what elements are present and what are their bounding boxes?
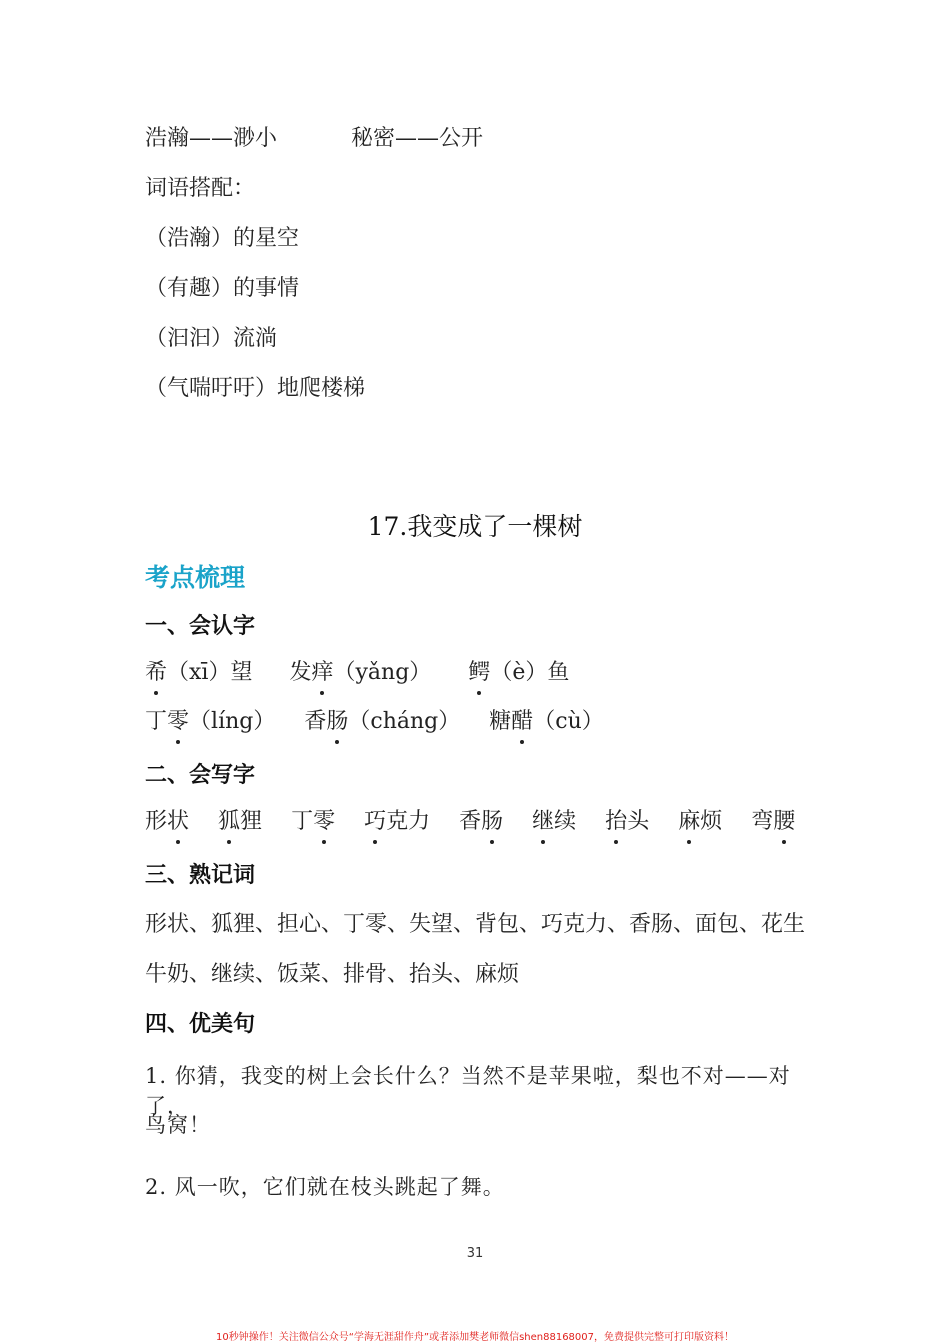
word-part: （xī）望	[167, 660, 253, 685]
write-word	[459, 807, 503, 837]
dotted-char: 肠	[326, 707, 348, 737]
memorize-heading: 三、熟记词	[145, 863, 256, 888]
recognize-word	[468, 658, 569, 688]
word-part: 克力	[386, 809, 431, 834]
write-word	[364, 807, 430, 837]
collocation-item: （汩汩）流淌	[145, 326, 278, 351]
word-part: 烦	[700, 809, 723, 834]
dotted-char: 巧	[364, 807, 386, 837]
dotted-char: 零	[167, 707, 189, 737]
word-part: （cháng）	[348, 709, 461, 734]
memorize-line: 牛奶、继续、饭菜、排骨、抬头、麻烦	[145, 962, 520, 987]
write-word	[678, 807, 722, 837]
collocation-item: （气喘吁吁）地爬楼梯	[145, 376, 366, 401]
write-word	[532, 807, 576, 837]
write-heading: 二、会写字	[145, 763, 256, 788]
write-row	[145, 807, 817, 837]
dotted-char: 希	[145, 658, 167, 688]
write-word	[145, 807, 189, 837]
word-part: 丁	[145, 709, 168, 734]
write-word	[291, 807, 335, 837]
word-part: （yǎng）	[333, 660, 432, 685]
recognize-word	[289, 658, 431, 688]
memorize-line: 形状、狐狸、担心、丁零、失望、背包、巧克力、香肠、面包、花生	[145, 912, 806, 937]
dotted-char: 麻	[678, 807, 700, 837]
chapter-title: 17.我变成了一棵树	[367, 512, 583, 541]
antonym-row	[145, 124, 483, 154]
recognize-heading: 一、会认字	[145, 614, 256, 639]
write-word	[218, 807, 262, 837]
sentence-1-line-2: 鸟窝！	[145, 1113, 211, 1137]
collocation-item: （浩瀚）的星空	[145, 226, 300, 251]
word-part: （è）鱼	[490, 660, 570, 685]
word-part: 头	[627, 809, 650, 834]
recognize-word	[489, 707, 604, 737]
dotted-char: 鳄	[468, 658, 490, 688]
dotted-char: 腰	[773, 807, 795, 837]
word-part: 丁	[291, 809, 314, 834]
page-number: 31	[466, 1246, 484, 1261]
word-part: 香	[459, 809, 482, 834]
word-part: 续	[554, 809, 577, 834]
word-part: 弯	[751, 809, 774, 834]
word-part: （líng）	[189, 709, 276, 734]
dotted-char: 零	[313, 807, 335, 837]
footer-note: 10秒钟操作！关注微信公众号“学海无涯甜作舟”或者添加樊老师微信shen88168007，免费提供完整可打印版资料！	[215, 1332, 735, 1343]
dotted-char: 肠	[481, 807, 503, 837]
word-part: 形	[145, 809, 168, 834]
antonym-pair: 浩瀚——渺小	[145, 126, 278, 151]
word-part: 香	[304, 709, 327, 734]
write-word	[605, 807, 649, 837]
section-title: 考点梳理	[145, 563, 246, 592]
recognize-row-1	[145, 658, 591, 688]
sentences-heading: 四、优美句	[145, 1012, 256, 1037]
recognize-word	[145, 658, 252, 688]
collocation-heading: 词语搭配：	[145, 176, 256, 201]
recognize-word	[145, 707, 275, 737]
word-part: 狸	[240, 809, 263, 834]
write-word	[751, 807, 795, 837]
collocation-item: （有趣）的事情	[145, 276, 300, 301]
antonym-pair: 秘密——公开	[351, 126, 484, 151]
dotted-char: 状	[167, 807, 189, 837]
recognize-row-2	[145, 707, 626, 737]
word-part: 糖	[489, 709, 512, 734]
word-part: 发	[289, 660, 312, 685]
dotted-char: 继	[532, 807, 554, 837]
dotted-char: 抬	[605, 807, 627, 837]
dotted-char: 狐	[218, 807, 240, 837]
dotted-char: 痒	[311, 658, 333, 688]
sentence-1-line-1: 1. 你猜，我变的树上会长什么？当然不是苹果啦，梨也不对——对了，	[145, 1064, 791, 1118]
recognize-word	[304, 707, 460, 737]
sentence-2: 2. 风一吹，它们就在枝头跳起了舞。	[145, 1175, 505, 1199]
word-part: （cù）	[533, 709, 604, 734]
dotted-char: 醋	[511, 707, 533, 737]
